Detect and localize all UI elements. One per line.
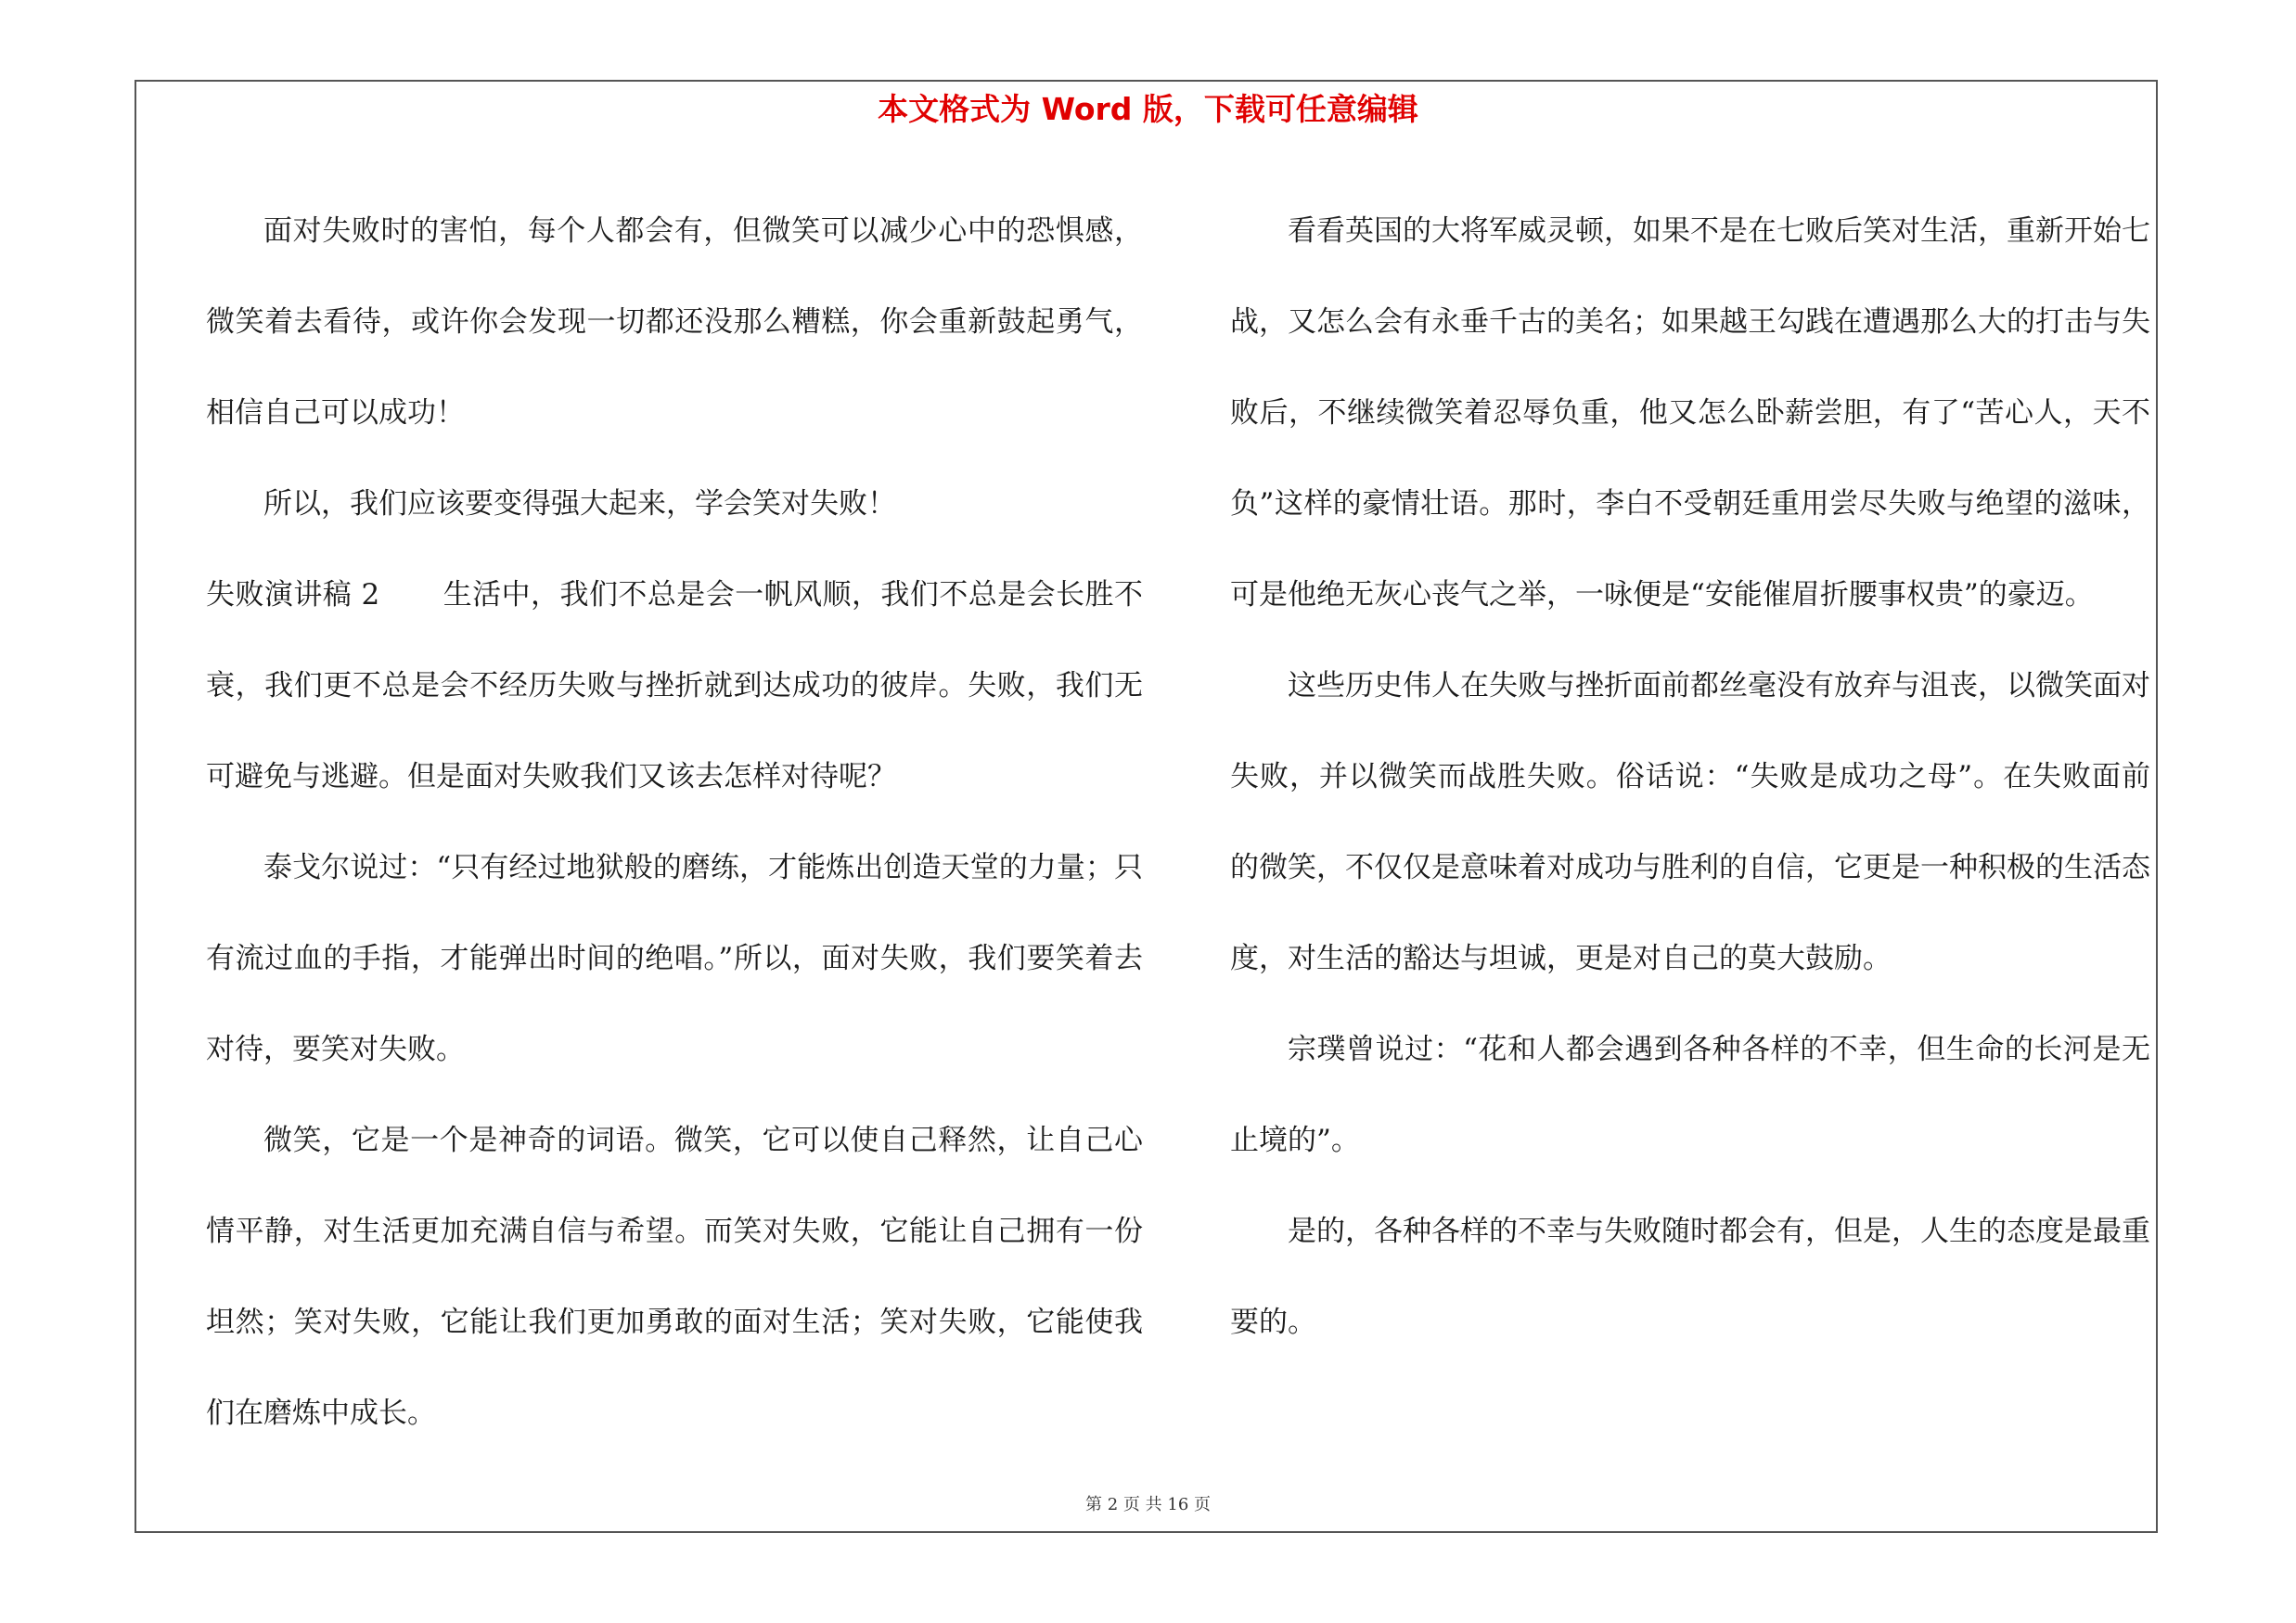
footer-total-pages: 16 <box>1167 1495 1189 1514</box>
paragraph: 这些历史伟人在失败与挫折面前都丝毫没有放弃与沮丧，以微笑面对失败，并以微笑而战胜失败。俗话说：“失败是成功之母”。在失败面前的微笑，不仅仅是意味着对成功与胜利的自信，它更是一种积极的生活态度，对生活的豁达与坦诚，更是对自己的莫大鼓励。 <box>1230 669 2150 975</box>
section-title: 失败演讲稿 2 <box>206 578 380 612</box>
header-banner: 本文格式为 Word 版，下载可任意编辑 <box>878 91 1418 127</box>
page-footer <box>0 1494 2296 1516</box>
footer-middle: 页 共 <box>1122 1495 1162 1514</box>
paragraph: 泰戈尔说过：“只有经过地狱般的磨练，才能炼出创造天堂的力量；只有流过血的手指，才能弹出时间的绝唱。”所以，面对失败，我们要笑着去对待，要笑对失败。 <box>206 851 1143 1066</box>
left-column <box>206 186 1143 1459</box>
paragraph: 所以，我们应该要变得强大起来，学会笑对失败！ <box>263 487 896 521</box>
section-first-paragraph-text: 生活中，我们不总是会一帆风顺，我们不总是会长胜不衰，我们更不总是会不经历失败与挫折就到达成功的彼岸。失败，我们无可避免与逃避。但是面对失败我们又该去怎样对待呢？ <box>206 578 1144 793</box>
right-column <box>1230 186 2150 1368</box>
paragraph: 看看英国的大将军威灵顿，如果不是在七败后笑对生活，重新开始七战，又怎么会有永垂千古的美名；如果越王勾践在遭遇那么大的打击与失败后，不继续微笑着忍辱负重，他又怎么卧薪尝胆，有了“苦心人，天不负”这样的豪情壮语。那时，李白不受朝廷重用尝尽失败与绝望的滋味，可是他绝无灰心丧气之举，一咏便是“安能催眉折腰事权贵”的豪迈。 <box>1230 214 2150 612</box>
footer-current-page: 2 <box>1107 1495 1119 1514</box>
footer-suffix: 页 <box>1194 1495 1212 1514</box>
paragraph: 是的，各种各样的不幸与失败随时都会有，但是，人生的态度是最重要的。 <box>1230 1215 2150 1339</box>
footer-prefix: 第 <box>1084 1495 1102 1514</box>
paragraph: 微笑，它是一个是神奇的词语。微笑，它可以使自己释然，让自己心情平静，对生活更加充满自信与希望。而笑对失败，它能让自己拥有一份坦然；笑对失败，它能让我们更加勇敢的面对生活；笑对失败，它能使我们在磨炼中成长。 <box>206 1124 1143 1430</box>
paragraph: 宗璞曾说过：“花和人都会遇到各种各样的不幸，但生命的长河是无止境的”。 <box>1230 1033 2150 1157</box>
paragraph: 面对失败时的害怕，每个人都会有，但微笑可以减少心中的恐惧感，微笑着去看待，或许你会发现一切都还没那么糟糕，你会重新鼓起勇气，相信自己可以成功！ <box>206 214 1143 430</box>
section-paragraph <box>206 549 1143 822</box>
